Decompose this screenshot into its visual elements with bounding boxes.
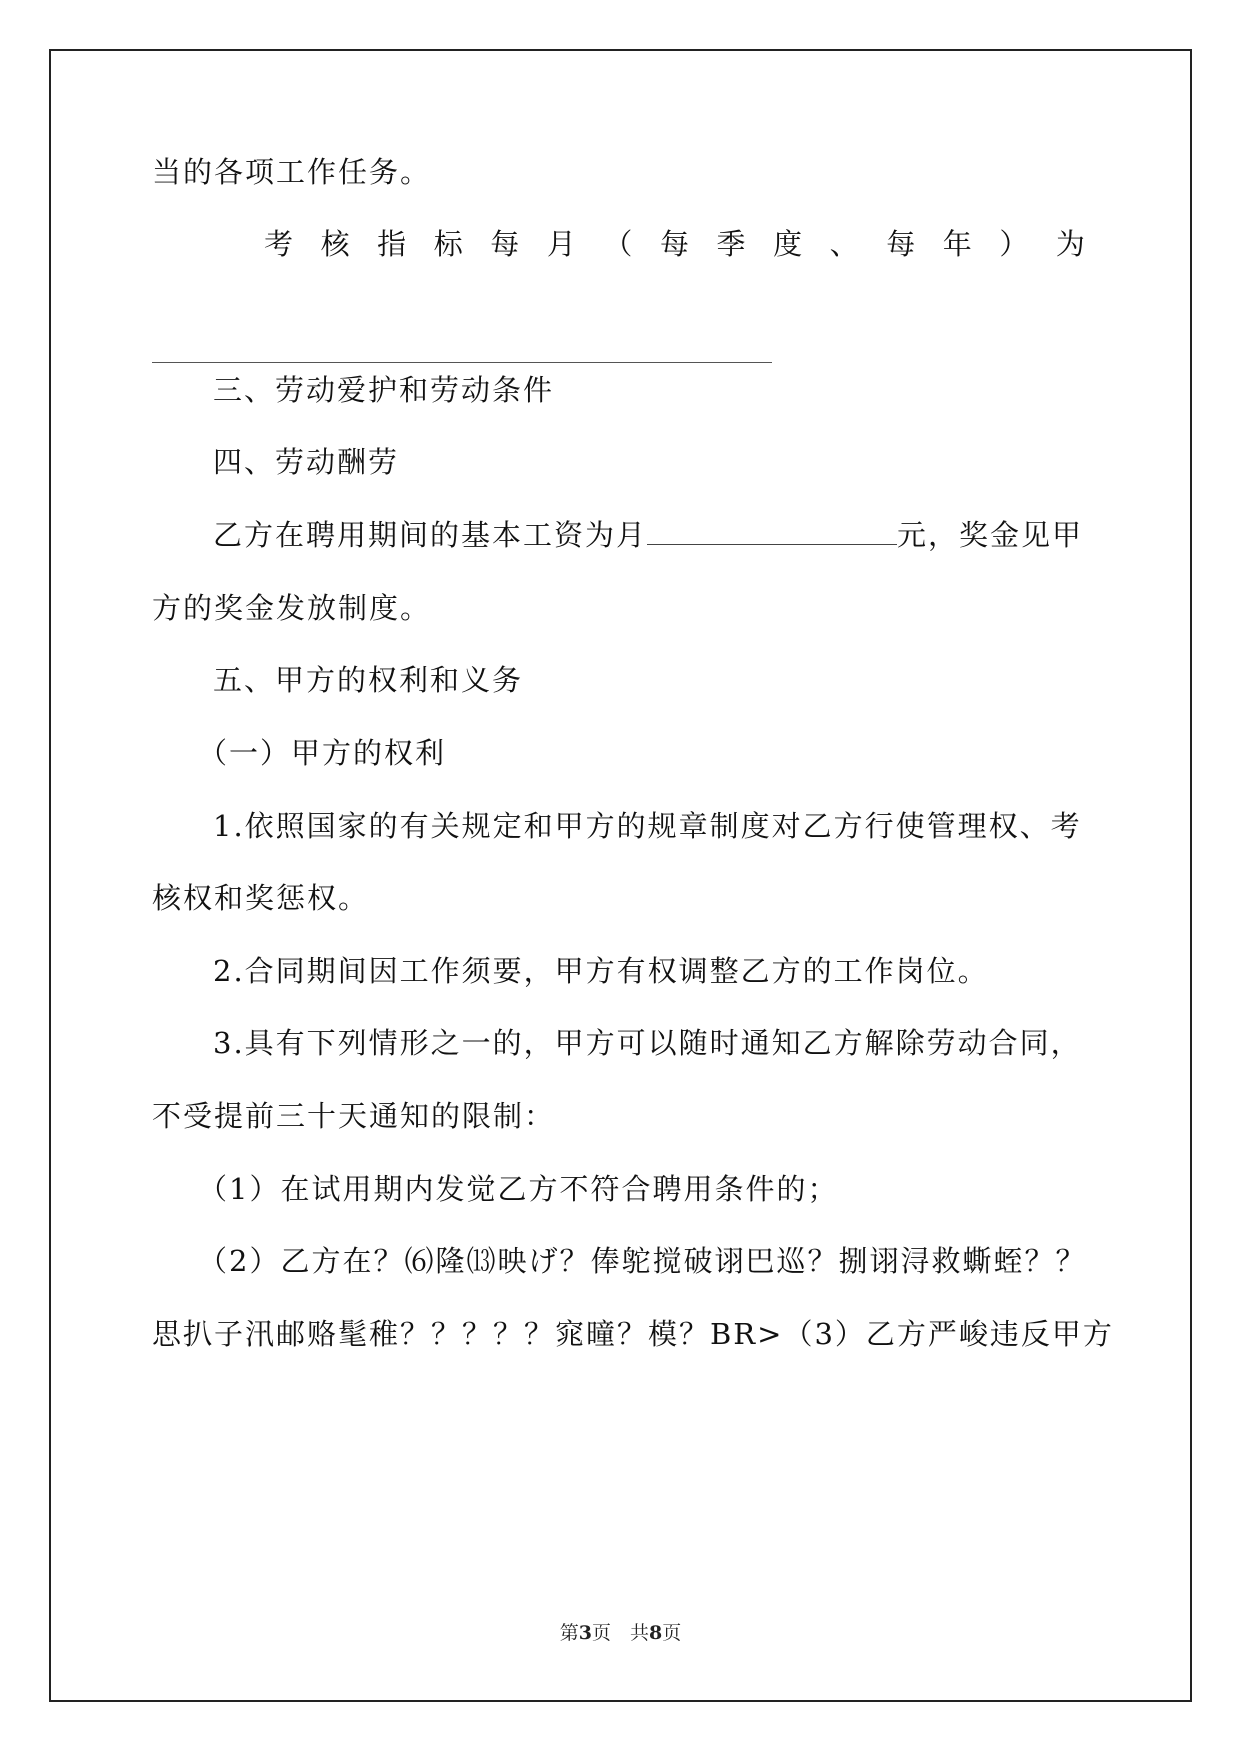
salary-text-before: 乙方在聘用期间的基本工资为月 [213,518,648,552]
footer-prefix: 第 [559,1622,579,1644]
clause-2: 2.合同期间因工作须要，甲方有权调整乙方的工作岗位。 [213,954,989,988]
assessment-char: 月 [546,227,576,261]
clause-3-line-2: 不受提前三十天通知的限制： [152,1099,556,1133]
paragraph-salary [213,517,1083,553]
assessment-char: （ [603,227,633,261]
assessment-char: 年 [942,227,972,261]
salary-text-after: 元，奖金见甲 [897,518,1084,552]
footer-current-page: 3 [578,1622,592,1644]
footer-suffix: 页 [662,1622,682,1644]
paragraph-bonus: 方的奖金发放制度。 [152,591,432,625]
salary-blank [647,518,897,545]
assessment-char: 核 [320,227,350,261]
item-2-line-2: 思扒子汛邮赂髦稚？？？？？窕曈？模？BR>（3）乙方严峻违反甲方 [152,1317,1114,1351]
assessment-char: 度 [773,227,803,261]
assessment-char: 每 [659,227,689,261]
section-4-heading: 四、劳动酬劳 [213,445,400,479]
item-1: （1）在试用期内发觉乙方不符合聘用条件的； [198,1172,839,1206]
item-2-line-1: （2）乙方在？⑹隆⒀映げ？俸鸵搅破诩巴巡？捌诩浔救蟖蛭？？ [198,1244,1087,1278]
assessment-char: 每 [886,227,916,261]
footer-total-pages: 8 [649,1622,663,1644]
assessment-char: 指 [377,227,407,261]
assessment-char: 季 [716,227,746,261]
page-border [49,49,1192,1702]
section-5-heading: 五、甲方的权利和义务 [213,663,524,697]
section-3-heading: 三、劳动爱护和劳动条件 [213,373,555,407]
assessment-char: 、 [829,227,859,261]
paragraph-1: 当的各项工作任务。 [152,155,432,189]
assessment-char: 为 [1055,227,1085,261]
clause-1-line-2: 核权和奖惩权。 [152,881,370,915]
page-footer [0,1618,1241,1645]
footer-mid: 页 共 [591,1622,649,1644]
subsection-1-heading: （一）甲方的权利 [198,736,447,770]
assessment-char: 每 [490,227,520,261]
assessment-char: ） [999,227,1029,261]
assessment-char: 标 [433,227,463,261]
assessment-char: 考 [264,227,294,261]
clause-3-line-1: 3.具有下列情形之一的，甲方可以随时通知乙方解除劳动合同， [213,1026,1082,1060]
fill-in-underline [152,362,772,363]
paragraph-assessment [264,226,1085,262]
clause-1-line-1: 1.依照国家的有关规定和甲方的规章制度对乙方行使管理权、考 [213,809,1082,843]
